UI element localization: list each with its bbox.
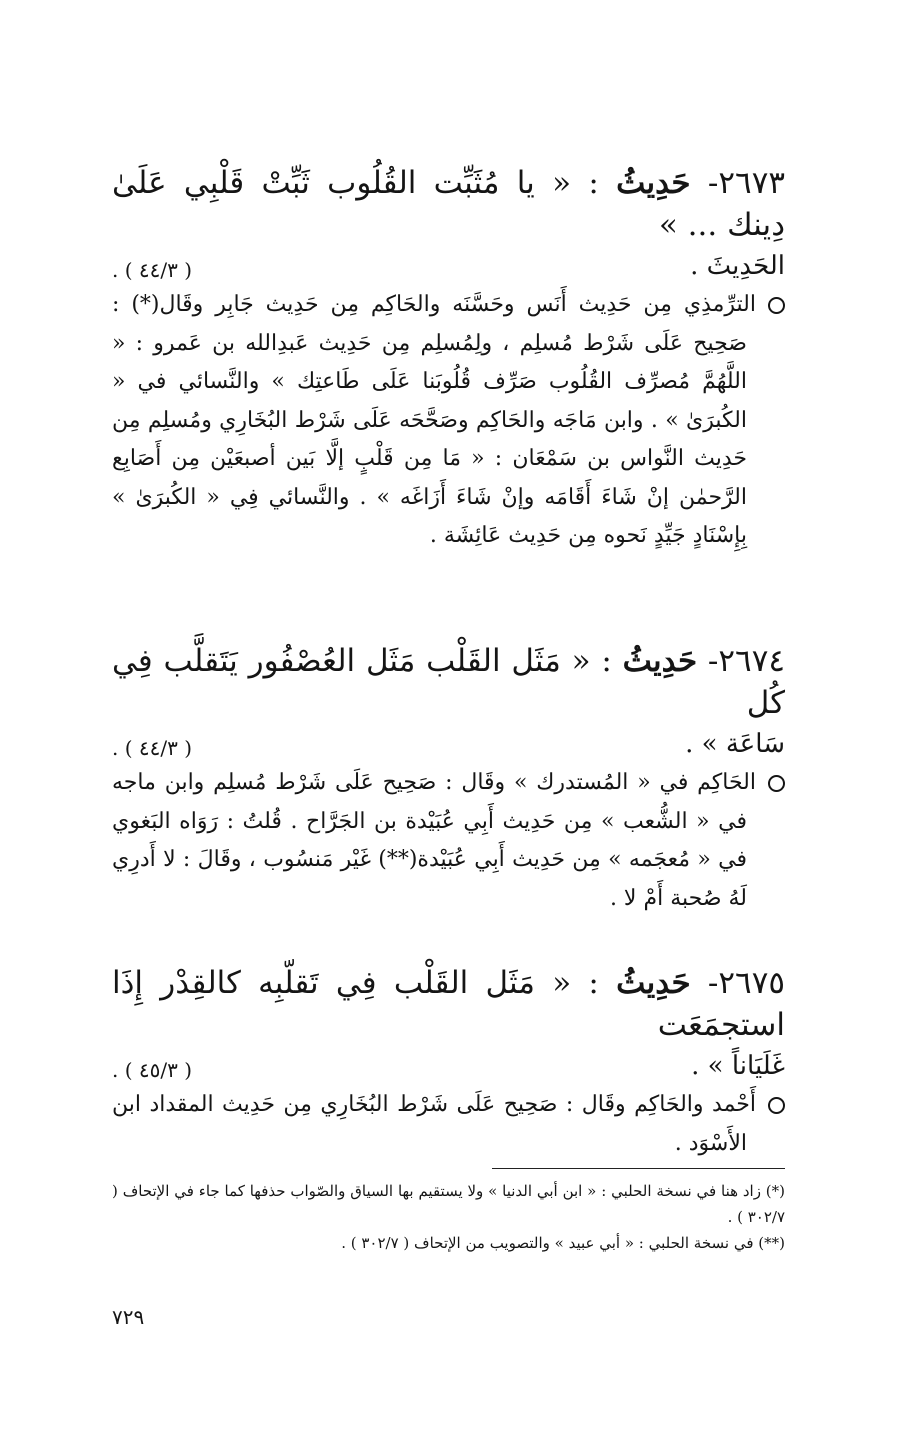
footnote-separator bbox=[492, 1168, 785, 1169]
hadith-tail bbox=[112, 724, 785, 764]
hadith-keyword: حَدِيثُ bbox=[616, 165, 691, 201]
takhrij-text: الترِّمذِي مِن حَدِيث أَنَس وحَسَّنَه والحَاكِم مِن حَدِيث جَابِر وقَال(*) : صَحِيح عَلَى شَرْط مُسلِم ، ولِمُسلِم مِن حَدِيث عَبدِالله بن عَمرو : « اللَّهُمَّ مُصرِّف القُلُوب صَرِّف قُلُوبَنا عَلَى طَاعتِك » والنَّسائي في « الكُبرَىٰ » . وابن مَاجَه والحَاكِم وصَحَّحَه عَلَى شَرْط البُخَارِي ومُسلِم مِن حَدِيث النَّواس بن سَمْعَان : « مَا مِن قَلْبٍ إلَّا بَين أصبعَيْن مِن أَصَابِع الرَّحمٰن إنْ شَاءَ أَقَامَه وإنْ شَاءَ أَزَاغَه » . والنَّسائي فِي « الكُبرَىٰ » بِإِسْنَادٍ جَيِّدٍ نَحوه مِن حَدِيث عَائِشَة . bbox=[112, 292, 756, 548]
hadith-text: : « مَثَل القَلْب مَثَل العُصْفُور يَتَقلَّب فِي كُل bbox=[112, 643, 785, 721]
volume-page-reference: ( ٤٤/٣ ) . bbox=[112, 736, 193, 760]
footnote-2: (**) في نسخة الحلبي : « أبي عبيد » والتصويب من الإتحاف ( ٣٠٢/٧ ) . bbox=[341, 1234, 785, 1252]
footnote-1: (*) زاد هنا في نسخة الحلبي : « ابن أبي الدنيا » ولا يستقيم بها السياق والصّواب حذفها كما جاء في الإتحاف ( ٣٠٢/٧ ) . bbox=[112, 1182, 785, 1226]
hadith-heading bbox=[112, 162, 785, 246]
hadith-entry-2674 bbox=[112, 640, 785, 918]
hadith-tail bbox=[112, 1046, 785, 1086]
hadith-keyword: حَدِيثُ bbox=[616, 965, 691, 1001]
circle-bullet-icon bbox=[768, 1097, 785, 1114]
circle-bullet-icon bbox=[768, 775, 785, 792]
hadith-number: ٢٦٧٥- bbox=[707, 965, 786, 1001]
footnotes bbox=[112, 1178, 785, 1256]
hadith-number: ٢٦٧٣- bbox=[707, 165, 785, 201]
hadith-last-line: سَاعَة » . bbox=[685, 729, 785, 759]
circle-bullet-icon bbox=[768, 297, 785, 314]
hadith-tail bbox=[112, 246, 785, 286]
hadith-entry-2675 bbox=[112, 962, 785, 1163]
page-number: ٧٢٩ bbox=[112, 1305, 145, 1329]
takhrij-comment bbox=[112, 1086, 785, 1163]
hadith-heading bbox=[112, 962, 785, 1046]
volume-page-reference: ( ٤٥/٣ ) . bbox=[112, 1058, 193, 1082]
takhrij-text: أَحْمد والحَاكِم وقَال : صَحِيح عَلَى شَرْط البُخَارِي مِن حَدِيث المقداد ابن الأَسْوَد . bbox=[112, 1092, 756, 1156]
takhrij-comment bbox=[112, 286, 785, 556]
hadith-last-line: غَلَيَاناً » . bbox=[691, 1051, 785, 1081]
volume-page-reference: ( ٤٤/٣ ) . bbox=[112, 258, 193, 282]
hadith-entry-2673 bbox=[112, 162, 785, 556]
hadith-text: : « مَثَل القَلْب فِي تَقلّبِه كالقِدْر إِذَا استجمَعَت bbox=[112, 965, 785, 1043]
hadith-keyword: حَدِيثُ bbox=[622, 643, 698, 679]
hadith-text: : « يا مُثَبِّت القُلُوب ثَبِّتْ قَلْبِي عَلَىٰ دِينك ... » bbox=[112, 165, 785, 243]
takhrij-text: الحَاكِم في « المُستدرك » وقَال : صَحِيح عَلَى شَرْط مُسلِم وابن ماجه في « الشُّعب » مِن حَدِيث أَبِي عُبَيْدة بن الجَرَّاح . قُلتُ : رَوَاه البَغوي في « مُعجَمه » مِن حَدِيث أَبِي عُبَيْدة(**) غَيْر مَنسُوب ، وقَالَ : لا أَدرِي لَهُ صُحبة أَمْ لا . bbox=[112, 770, 756, 911]
takhrij-comment bbox=[112, 764, 785, 918]
hadith-heading bbox=[112, 640, 785, 724]
hadith-number: ٢٦٧٤- bbox=[707, 643, 786, 679]
hadith-last-line: الحَدِيثَ . bbox=[690, 251, 785, 281]
